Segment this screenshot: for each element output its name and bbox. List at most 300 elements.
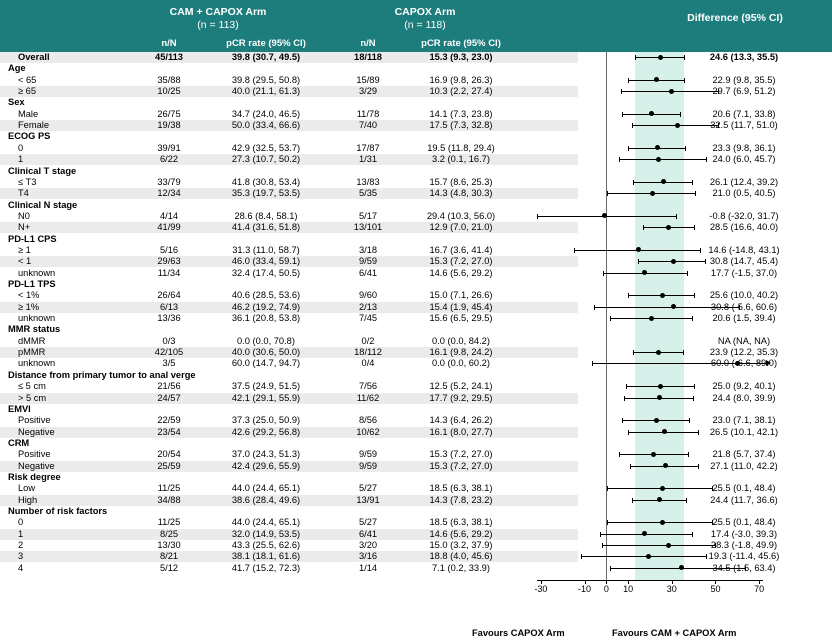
- cell-difference: 24.0 (6.0, 45.7): [712, 154, 776, 165]
- row-label: Risk degree: [8, 471, 61, 482]
- row-label: ≥ 65: [18, 86, 37, 97]
- ci-cap-low: [632, 123, 633, 128]
- cell-nn-arm2: 1/31: [358, 154, 378, 165]
- cell-nn-arm2: 9/59: [358, 449, 378, 460]
- cell-difference: -0.8 (-32.0, 31.7): [709, 210, 779, 221]
- cell-nn-arm2: 5/35: [358, 188, 378, 199]
- ci-cap-low: [628, 293, 629, 298]
- cell-pcr-arm2: 7.1 (0.2, 33.9): [432, 562, 490, 573]
- cell-nn-arm1: 12/34: [157, 188, 181, 199]
- row-label: ≥ 1%: [18, 301, 40, 312]
- cell-pcr-arm1: 36.1 (20.8, 53.8): [231, 313, 301, 324]
- cell-difference: 25.6 (10.0, 40.2): [709, 290, 779, 301]
- cell-nn-arm1: 6/22: [159, 154, 179, 165]
- cell-pcr-arm1: 44.0 (24.4, 65.1): [231, 483, 301, 494]
- cell-nn-arm2: 9/60: [358, 290, 378, 301]
- cell-pcr-arm1: 37.3 (25.0, 50.9): [231, 415, 301, 426]
- cell-pcr-arm1: 32.0 (14.9, 53.5): [231, 528, 301, 539]
- arm1-title: CAM + CAPOX Arm: [169, 6, 267, 18]
- cell-nn-arm2: 6/41: [358, 267, 378, 278]
- cell-nn-arm2: 18/112: [354, 347, 382, 358]
- cell-nn-arm1: 11/34: [157, 267, 181, 278]
- subhead-nn-arm1: n/N: [161, 38, 177, 49]
- row-label: Low: [18, 483, 36, 494]
- cell-pcr-arm2: 14.6 (5.6, 29.2): [429, 528, 493, 539]
- ci-cap-low: [600, 532, 601, 537]
- table-row: [0, 268, 578, 279]
- row-label: > 5 cm: [18, 392, 47, 403]
- axis-tick-label: 30: [666, 584, 677, 595]
- subgroup-header-row: [0, 279, 578, 290]
- ci-cap-low: [635, 55, 636, 60]
- cell-pcr-arm1: 38.6 (28.4, 49.6): [231, 494, 301, 505]
- cell-nn-arm2: 1/14: [358, 562, 378, 573]
- row-label: N0: [18, 210, 30, 221]
- row-label: High: [18, 494, 38, 505]
- table-row: [0, 52, 578, 63]
- cell-pcr-arm1: 41.8 (30.8, 53.4): [231, 176, 301, 187]
- cell-nn-arm2: 6/41: [358, 528, 378, 539]
- cell-difference: 24.4 (11.7, 36.6): [710, 494, 778, 505]
- cell-nn-arm1: 39/91: [157, 142, 181, 153]
- ci-cap-low: [602, 543, 603, 548]
- table-row: [0, 461, 578, 472]
- difference-title: Difference (95% CI): [687, 12, 783, 24]
- row-label: 4: [18, 562, 24, 573]
- cell-difference: 25.5 (0.1, 48.4): [712, 517, 776, 528]
- point-estimate: [642, 531, 647, 536]
- cell-pcr-arm1: 40.0 (30.6, 50.0): [231, 347, 301, 358]
- subgroup-header-row: [0, 200, 578, 211]
- table-row: [0, 177, 578, 188]
- table-row: [0, 358, 578, 369]
- subgroup-header-row: [0, 324, 578, 335]
- row-label: 0: [18, 142, 24, 153]
- cell-pcr-arm2: 15.6 (6.5, 29.5): [429, 313, 493, 324]
- subgroup-header-row: [0, 63, 578, 74]
- cell-pcr-arm2: 16.7 (3.6, 41.4): [429, 244, 493, 255]
- cell-nn-arm1: 0/3: [162, 335, 176, 346]
- row-label: Number of risk factors: [8, 506, 108, 516]
- cell-difference: 24.4 (8.0, 39.9): [712, 392, 776, 403]
- cell-nn-arm2: 5/27: [358, 483, 378, 494]
- cell-nn-arm2: 2/13: [358, 301, 378, 312]
- row-label: ≤ T3: [18, 176, 37, 187]
- cell-nn-arm1: 21/56: [157, 381, 181, 392]
- cell-nn-arm1: 24/57: [157, 392, 181, 403]
- row-label: < 65: [18, 74, 37, 85]
- cell-pcr-arm2: 15.0 (7.1, 26.6): [429, 290, 493, 301]
- row-label: 1: [18, 154, 24, 165]
- cell-nn-arm1: 8/25: [159, 528, 179, 539]
- cell-pcr-arm1: 50.0 (33.4, 66.6): [231, 120, 301, 131]
- cell-pcr-arm2: 3.2 (0.1, 16.7): [432, 154, 490, 165]
- point-estimate: [646, 554, 651, 559]
- ci-cap-low: [594, 305, 595, 310]
- cell-pcr-arm1: 41.4 (31.6, 51.8): [231, 222, 301, 233]
- arm2-title: CAPOX Arm: [394, 6, 456, 18]
- cell-pcr-arm2: 15.4 (1.9, 45.4): [429, 301, 493, 312]
- cell-nn-arm1: 35/88: [157, 74, 181, 85]
- table-header: [0, 0, 832, 52]
- cell-pcr-arm1: 37.5 (24.9, 51.5): [231, 381, 301, 392]
- cell-pcr-arm2: 15.3 (7.2, 27.0): [429, 460, 493, 471]
- ci-cap-low: [619, 157, 620, 162]
- row-label: ≥ 1: [18, 244, 31, 255]
- cell-pcr-arm1: 38.1 (18.1, 61.6): [231, 551, 301, 562]
- cell-pcr-arm2: 14.1 (7.3, 23.8): [429, 108, 493, 119]
- cell-nn-arm2: 0/2: [361, 335, 375, 346]
- table-row: [0, 347, 578, 358]
- subgroup-header-row: [0, 438, 578, 449]
- cell-difference: 34.5 (1.5, 63.4): [712, 562, 776, 573]
- cell-nn-arm1: 19/38: [157, 120, 181, 131]
- table-row: [0, 211, 578, 222]
- table-row: [0, 336, 578, 347]
- subhead-nn-arm2: n/N: [360, 38, 376, 49]
- cell-nn-arm2: 3/18: [358, 244, 378, 255]
- ci-cap-low: [638, 259, 639, 264]
- subgroup-header-row: [0, 370, 578, 381]
- cell-pcr-arm1: 40.0 (21.1, 61.3): [231, 86, 301, 97]
- ci-cap-low: [628, 146, 629, 151]
- cell-pcr-arm2: 19.5 (11.8, 29.4): [427, 142, 495, 153]
- row-label: EMVI: [8, 403, 31, 414]
- ci-cap-low: [607, 486, 608, 491]
- ci-cap-low: [643, 225, 644, 230]
- ci-cap-low: [537, 214, 538, 219]
- cell-pcr-arm1: 42.9 (32.5, 53.7): [231, 142, 301, 153]
- ci-cap-low: [607, 520, 608, 525]
- cell-pcr-arm2: 0.0 (0.0, 60.2): [432, 358, 490, 369]
- row-label: N+: [18, 222, 31, 233]
- ci-cap-low: [603, 271, 604, 276]
- ci-cap-low: [632, 498, 633, 503]
- row-label: ECOG PS: [8, 131, 51, 142]
- ci-cap-low: [621, 89, 622, 94]
- ci-cap-low: [607, 191, 608, 196]
- x-axis: [530, 580, 770, 598]
- point-estimate: [649, 316, 654, 321]
- cell-pcr-arm1: 42.4 (29.6, 55.9): [231, 460, 301, 471]
- cell-pcr-arm1: 37.0 (24.3, 51.3): [231, 449, 301, 460]
- cell-nn-arm1: 3/5: [162, 358, 176, 369]
- cell-nn-arm2: 0/4: [361, 358, 375, 369]
- cell-pcr-arm1: 44.0 (24.4, 65.1): [231, 517, 301, 528]
- table-row: [0, 120, 578, 131]
- row-label: < 1: [18, 256, 32, 267]
- cell-pcr-arm2: 29.4 (10.3, 56.0): [426, 210, 496, 221]
- row-label: Overall: [18, 52, 50, 62]
- table-row: [0, 256, 578, 267]
- cell-pcr-arm2: 15.3 (7.2, 27.0): [429, 256, 493, 267]
- row-label: Sex: [8, 97, 25, 108]
- cell-difference: 32.5 (11.7, 51.0): [710, 120, 778, 131]
- subhead-pcr-arm2: pCR rate (95% CI): [421, 38, 501, 49]
- cell-nn-arm1: 34/88: [157, 494, 181, 505]
- ci-cap-low: [622, 112, 623, 117]
- footer-favours-capox: Favours CAPOX Arm: [472, 628, 565, 638]
- cell-pcr-arm2: 14.3 (6.4, 26.2): [429, 415, 493, 426]
- cell-difference: 20.6 (7.1, 33.8): [712, 108, 776, 119]
- cell-nn-arm2: 17/87: [356, 142, 380, 153]
- cell-nn-arm1: 20/54: [157, 449, 181, 460]
- table-row: [0, 381, 578, 392]
- row-label: Clinical N stage: [8, 199, 78, 210]
- cell-nn-arm2: 5/27: [358, 517, 378, 528]
- row-label: ≤ 5 cm: [18, 381, 46, 392]
- cell-difference: 24.6 (13.3, 35.5): [709, 52, 779, 62]
- cell-pcr-arm2: 16.1 (8.0, 27.7): [429, 426, 493, 437]
- cell-nn-arm2: 8/56: [358, 415, 378, 426]
- cell-nn-arm2: 9/59: [358, 256, 378, 267]
- point-estimate: [650, 191, 655, 196]
- row-label: < 1%: [18, 290, 40, 301]
- cell-nn-arm1: 5/12: [159, 562, 179, 573]
- cell-nn-arm1: 8/21: [159, 551, 179, 562]
- table-row: [0, 245, 578, 256]
- cell-pcr-arm1: 42.6 (29.2, 56.8): [231, 426, 301, 437]
- row-label: Clinical T stage: [8, 165, 77, 176]
- cell-pcr-arm2: 15.0 (3.2, 37.9): [429, 540, 493, 551]
- row-label: PD-L1 CPS: [8, 233, 57, 244]
- cell-difference: 21.8 (5.7, 37.4): [712, 449, 776, 460]
- cell-nn-arm2: 3/20: [358, 540, 378, 551]
- cell-pcr-arm1: 39.8 (30.7, 49.5): [231, 52, 301, 62]
- cell-difference: 30.8 (14.7, 45.4): [709, 256, 779, 267]
- point-estimate: [654, 418, 659, 423]
- cell-nn-arm1: 22/59: [157, 415, 181, 426]
- cell-nn-arm2: 15/89: [356, 74, 380, 85]
- row-label: Age: [8, 63, 26, 74]
- ci-cap-low: [574, 248, 575, 253]
- cell-nn-arm1: 25/59: [157, 460, 181, 471]
- axis-tick-label: 70: [754, 584, 765, 595]
- cell-pcr-arm2: 18.5 (6.3, 38.1): [429, 483, 493, 494]
- row-label: unknown: [18, 267, 56, 278]
- point-estimate: [654, 77, 659, 82]
- cell-nn-arm1: 29/63: [157, 256, 181, 267]
- table-row: [0, 551, 578, 562]
- table-row: [0, 109, 578, 120]
- subgroup-header-row: [0, 506, 578, 517]
- table-row: [0, 86, 578, 97]
- arm1-n: (n = 113): [197, 19, 239, 31]
- cell-pcr-arm2: 17.7 (9.2, 29.5): [429, 392, 493, 403]
- axis-tick-label: 10: [623, 584, 634, 595]
- cell-difference: 25.5 (0.1, 48.4): [712, 483, 776, 494]
- table-row: [0, 143, 578, 154]
- cell-nn-arm2: 11/78: [356, 108, 380, 119]
- ci-cap-low: [628, 430, 629, 435]
- table-row: [0, 313, 578, 324]
- cell-nn-arm1: 41/99: [157, 222, 181, 233]
- table-row: [0, 540, 578, 551]
- cell-nn-arm1: 5/16: [159, 244, 179, 255]
- footer-favours-cam-capox: Favours CAM + CAPOX Arm: [612, 628, 737, 638]
- row-label: 2: [18, 540, 24, 551]
- cell-pcr-arm1: 35.3 (19.7, 53.5): [231, 188, 301, 199]
- axis-tick-label: -10: [578, 584, 592, 595]
- cell-pcr-arm2: 14.3 (7.8, 23.2): [429, 494, 493, 505]
- cell-difference: 17.4 (-3.0, 39.3): [710, 528, 778, 539]
- row-label: T4: [18, 188, 29, 199]
- cell-nn-arm2: 7/45: [358, 313, 378, 324]
- ci-cap-low: [626, 384, 627, 389]
- cell-nn-arm2: 11/62: [356, 392, 380, 403]
- cell-pcr-arm1: 46.0 (33.4, 59.1): [231, 256, 301, 267]
- cell-pcr-arm1: 41.7 (15.2, 72.3): [231, 562, 301, 573]
- row-label: 0: [18, 517, 24, 528]
- row-label: 1: [18, 528, 24, 539]
- row-label: CRM: [8, 437, 30, 448]
- cell-difference: 20.6 (1.5, 39.4): [712, 313, 776, 324]
- table-row: [0, 302, 578, 313]
- cell-pcr-arm1: 39.8 (29.5, 50.8): [231, 74, 301, 85]
- cell-difference: 23.3 (9.8, 36.1): [712, 142, 776, 153]
- cell-nn-arm2: 10/62: [356, 426, 380, 437]
- cell-difference: 30.8 (-5.6, 60.6): [710, 301, 778, 312]
- table-row: [0, 290, 578, 301]
- cell-nn-arm2: 18/118: [354, 52, 382, 62]
- subgroup-header-row: [0, 404, 578, 415]
- cell-difference: 29.7 (6.9, 51.2): [712, 86, 776, 97]
- table-row: [0, 529, 578, 540]
- cell-pcr-arm1: 28.6 (8.4, 58.1): [234, 210, 298, 221]
- cell-nn-arm2: 7/56: [358, 381, 378, 392]
- cell-pcr-arm1: 27.3 (10.7, 50.2): [231, 154, 301, 165]
- cell-difference: 25.0 (9.2, 40.1): [712, 381, 776, 392]
- cell-difference: 17.7 (-1.5, 37.0): [710, 267, 778, 278]
- cell-pcr-arm1: 31.3 (11.0, 58.7): [232, 244, 300, 255]
- subgroup-header-row: [0, 166, 578, 177]
- subgroup-header-row: [0, 131, 578, 142]
- cell-pcr-arm2: 14.3 (4.8, 30.3): [429, 188, 493, 199]
- cell-difference: 19.3 (-11.4, 45.6): [708, 551, 780, 562]
- cell-pcr-arm2: 18.8 (4.0, 45.6): [429, 551, 493, 562]
- row-label: pMMR: [18, 347, 46, 358]
- cell-nn-arm2: 13/83: [356, 176, 380, 187]
- cell-difference: 26.5 (10.1, 42.1): [709, 426, 779, 437]
- cell-nn-arm1: 11/25: [157, 483, 181, 494]
- cell-difference: 26.1 (12.4, 39.2): [709, 176, 779, 187]
- cell-pcr-arm2: 15.3 (7.2, 27.0): [429, 449, 493, 460]
- cell-pcr-arm2: 12.9 (7.0, 21.0): [429, 222, 493, 233]
- ci-cap-low: [630, 464, 631, 469]
- table-row: [0, 188, 578, 199]
- row-label: Distance from primary tumor to anal verge: [8, 369, 196, 380]
- row-label: Negative: [18, 460, 55, 471]
- cell-nn-arm1: 4/14: [159, 210, 179, 221]
- axis-tick-label: 50: [710, 584, 721, 595]
- row-label: dMMR: [18, 335, 46, 346]
- cell-pcr-arm2: 17.5 (7.3, 32.8): [429, 120, 493, 131]
- row-label: PD-L1 TPS: [8, 279, 56, 289]
- cell-pcr-arm2: 10.3 (2.2, 27.4): [429, 86, 493, 97]
- ci-cap-low: [628, 78, 629, 83]
- cell-pcr-arm1: 46.2 (19.2, 74.9): [231, 301, 301, 312]
- cell-pcr-arm2: 15.7 (8.6, 25.3): [429, 176, 493, 187]
- ci-cap-low: [624, 396, 625, 401]
- cell-nn-arm1: 13/36: [157, 313, 181, 324]
- cell-pcr-arm1: 60.0 (14.7, 94.7): [231, 358, 301, 369]
- cell-nn-arm1: 11/25: [157, 517, 181, 528]
- cell-nn-arm1: 33/79: [157, 176, 181, 187]
- cell-pcr-arm1: 42.1 (29.1, 55.9): [231, 392, 301, 403]
- cell-nn-arm2: 3/29: [358, 86, 378, 97]
- row-label: Male: [18, 108, 39, 119]
- ci-cap-low: [610, 316, 611, 321]
- axis-tick-label: 0: [603, 584, 609, 595]
- row-label: 3: [18, 551, 24, 562]
- cell-difference: 23.9 (12.2, 35.3): [709, 347, 779, 358]
- table-row: [0, 427, 578, 438]
- table-row: [0, 483, 578, 494]
- row-label: Positive: [18, 415, 51, 426]
- table-row: [0, 449, 578, 460]
- cell-pcr-arm2: 16.1 (9.8, 24.2): [429, 347, 493, 358]
- ci-cap-low: [633, 180, 634, 185]
- cell-pcr-arm1: 34.7 (24.0, 46.5): [231, 108, 301, 119]
- table-row: [0, 563, 578, 574]
- subhead-pcr-arm1: pCR rate (95% CI): [226, 38, 306, 49]
- cell-difference: 22.9 (9.8, 35.5): [712, 74, 776, 85]
- cell-nn-arm1: 10/25: [157, 86, 181, 97]
- table-row: [0, 415, 578, 426]
- row-label: unknown: [18, 358, 56, 369]
- arm2-n: (n = 118): [404, 19, 446, 31]
- cell-pcr-arm1: 0.0 (0.0, 70.8): [237, 335, 295, 346]
- cell-nn-arm2: 9/59: [358, 460, 378, 471]
- ci-cap-low: [592, 361, 593, 366]
- cell-difference: 21.0 (0.5, 40.5): [712, 188, 776, 199]
- table-row: [0, 517, 578, 528]
- cell-nn-arm1: 42/105: [154, 347, 184, 358]
- row-label: Female: [18, 120, 50, 131]
- ci-cap-low: [619, 452, 620, 457]
- cell-pcr-arm1: 40.6 (28.5, 53.6): [231, 290, 301, 301]
- cell-difference: 28.3 (-1.8, 49.9): [710, 540, 778, 551]
- cell-nn-arm1: 45/113: [155, 52, 183, 62]
- cell-pcr-arm2: 18.5 (6.3, 38.1): [429, 517, 493, 528]
- table-row: [0, 154, 578, 165]
- cell-pcr-arm2: 12.5 (5.2, 24.1): [429, 381, 493, 392]
- subgroup-header-row: [0, 472, 578, 483]
- cell-nn-arm2: 5/17: [358, 210, 378, 221]
- cell-nn-arm2: 13/91: [356, 494, 380, 505]
- cell-difference: 14.6 (-14.8, 43.1): [708, 244, 780, 255]
- cell-nn-arm2: 13/101: [353, 222, 383, 233]
- cell-pcr-arm2: 16.9 (9.8, 26.3): [429, 74, 493, 85]
- cell-difference: 27.1 (11.0, 42.2): [710, 460, 778, 471]
- cell-nn-arm1: 26/64: [157, 290, 181, 301]
- cell-nn-arm1: 6/13: [159, 301, 179, 312]
- cell-difference: NA (NA, NA): [717, 335, 771, 346]
- row-label: unknown: [18, 313, 56, 324]
- cell-nn-arm2: 7/40: [358, 120, 378, 131]
- table-row: [0, 393, 578, 404]
- cell-pcr-arm2: 14.6 (5.6, 29.2): [429, 267, 493, 278]
- cell-nn-arm1: 23/54: [157, 426, 181, 437]
- cell-difference: 23.0 (7.1, 38.1): [712, 415, 776, 426]
- axis-tick-label: -30: [534, 584, 548, 595]
- cell-pcr-arm2: 15.3 (9.3, 23.0): [429, 52, 493, 62]
- cell-pcr-arm1: 43.3 (25.5, 62.6): [231, 540, 301, 551]
- cell-difference: 60.0 (-6.6, 89.0): [710, 358, 778, 369]
- subgroup-header-row: [0, 234, 578, 245]
- reference-line: [606, 52, 607, 580]
- ci-cap-low: [633, 350, 634, 355]
